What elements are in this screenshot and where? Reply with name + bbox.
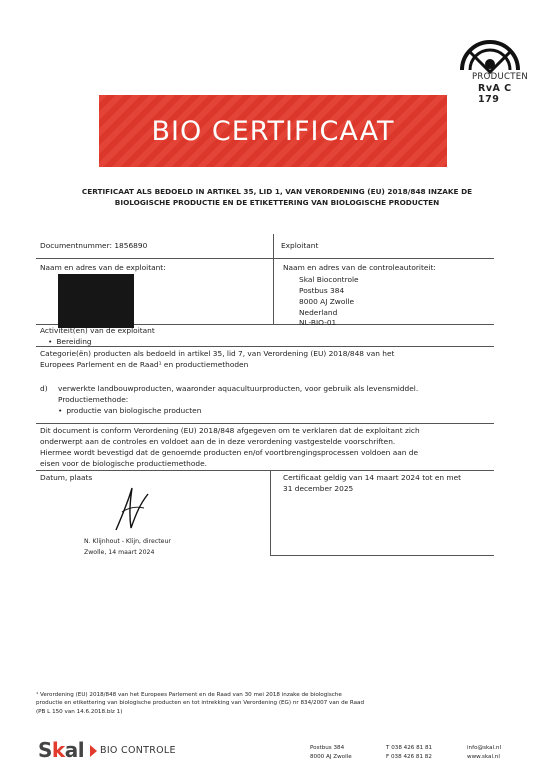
conformity-line: Dit document is conform Verordening (EU) 2018/848 afgegeven om te verklaren dat de exploitant zich bbox=[40, 426, 420, 435]
divider bbox=[270, 555, 494, 556]
category-line-1: Categorie(ën) producten als bedoeld in artikel 35, lid 7, van Verordening (EU) 2018/848 van het bbox=[40, 349, 395, 358]
footnote-line: productie en etikettering van biologische producten en tot intrekking van Verordening (EG) nr 834/2007 van de Raad bbox=[36, 700, 365, 707]
operator-type: Exploitant bbox=[281, 241, 319, 250]
footer-phones bbox=[386, 744, 432, 762]
conformity-line: onderwerpt aan de controles en voldoet aan de in deze verordening vastgestelde voorschriften. bbox=[40, 437, 396, 446]
authority-line: Postbus 384 bbox=[299, 286, 345, 295]
footer-phone: T 038 426 81 81 bbox=[386, 745, 433, 751]
production-method-label: Productiemethode: bbox=[58, 395, 129, 404]
subtitle-line-1: CERTIFICAAT ALS BEDOELD IN ARTIKEL 35, LID 1, VAN VERORDENING (EU) 2018/848 INZAKE DE bbox=[81, 187, 473, 196]
redacted-block bbox=[58, 285, 134, 296]
skal-logo-letter-k: k bbox=[51, 738, 65, 762]
footer-city: 8000 AJ Zwolle bbox=[310, 754, 352, 760]
divider bbox=[273, 234, 274, 258]
rva-label-code: RvA C 179 bbox=[478, 83, 512, 105]
division-name: BIO CONTROLE bbox=[100, 745, 176, 756]
divider bbox=[273, 258, 274, 324]
certificate-subtitle bbox=[60, 186, 494, 208]
category-item-letter: d) bbox=[40, 384, 48, 393]
production-method-list bbox=[58, 405, 201, 417]
date-place-label: Datum, plaats bbox=[40, 473, 93, 482]
footnote-line: ¹ Verordening (EU) 2018/848 van het Europees Parlement en de Raad van 30 mei 2018 inzake de biologische bbox=[36, 692, 342, 698]
subtitle-line-2: BIOLOGISCHE PRODUCTIE EN DE ETIKETTERING VAN BIOLOGISCHE PRODUCTEN bbox=[114, 198, 440, 207]
divider bbox=[36, 470, 494, 471]
divider bbox=[36, 346, 494, 347]
document-number: Documentnummer: 1856890 bbox=[40, 241, 148, 250]
authority-line: NL-BIO-01 bbox=[299, 318, 337, 327]
divider bbox=[36, 423, 494, 424]
authority-line: 8000 AJ Zwolle bbox=[299, 297, 355, 306]
skal-logo-letters-al: al bbox=[64, 738, 85, 762]
footer-web: www.skal.nl bbox=[467, 754, 500, 760]
signing-place-date: Zwolle, 14 maart 2024 bbox=[84, 549, 155, 556]
production-method-item: • productie van biologische producten bbox=[58, 405, 201, 417]
footer-address bbox=[310, 744, 352, 762]
divider bbox=[36, 258, 494, 259]
category-line-2: Europees Parlement en de Raad¹ en productiemethoden bbox=[40, 360, 249, 369]
category-item-text: verwerkte landbouwproducten, waaronder aquacultuurproducten, voor gebruik als levensmiddel. bbox=[58, 384, 419, 393]
conformity-line: Hiermee wordt bevestigd dat de genoemde producten en/of voortbrengingsprocessen voldoen aan de bbox=[40, 448, 419, 457]
skal-logo-letter-s: S bbox=[38, 738, 52, 762]
conformity-line: eisen voor de biologische productiemethode. bbox=[40, 459, 207, 468]
footer-postbus: Postbus 384 bbox=[310, 745, 345, 751]
rva-accreditation-logo bbox=[454, 34, 529, 105]
certificate-title: BIO CERTIFICAAT bbox=[151, 115, 395, 147]
activities-label: Activiteit(en) van de exploitant bbox=[40, 326, 155, 335]
skal-logo bbox=[38, 738, 84, 762]
redacted-block bbox=[58, 274, 134, 285]
footer-fax: F 038 426 81 82 bbox=[386, 754, 432, 760]
operator-name-label: Naam en adres van de exploitant: bbox=[40, 263, 166, 272]
rva-label-products: PRODUCTEN bbox=[472, 72, 529, 82]
chevron-right-icon bbox=[90, 745, 97, 757]
redacted-block bbox=[58, 296, 134, 307]
divider bbox=[270, 470, 271, 556]
validity-line-1: Certificaat geldig van 14 maart 2024 tot en met bbox=[283, 473, 462, 482]
activity-item: • Bereiding bbox=[48, 336, 92, 348]
validity-line-2: 31 december 2025 bbox=[283, 484, 354, 493]
signer-name: N. Klijnhout - Klijn, directeur bbox=[84, 538, 171, 545]
title-banner bbox=[99, 95, 447, 167]
signature-mark bbox=[112, 484, 152, 534]
authority-label: Naam en adres van de controleautoriteit: bbox=[283, 263, 436, 272]
footnote-line: (PB L 150 van 14.6.2018.blz 1) bbox=[36, 708, 123, 715]
footer-contact bbox=[467, 744, 501, 762]
rva-emblem-icon bbox=[454, 34, 526, 74]
footnote bbox=[36, 691, 436, 716]
footer-email: info@skal.nl bbox=[467, 745, 501, 751]
authority-line: Nederland bbox=[299, 308, 338, 317]
activities-list bbox=[48, 336, 92, 348]
authority-line: Skal Biocontrole bbox=[299, 275, 359, 284]
